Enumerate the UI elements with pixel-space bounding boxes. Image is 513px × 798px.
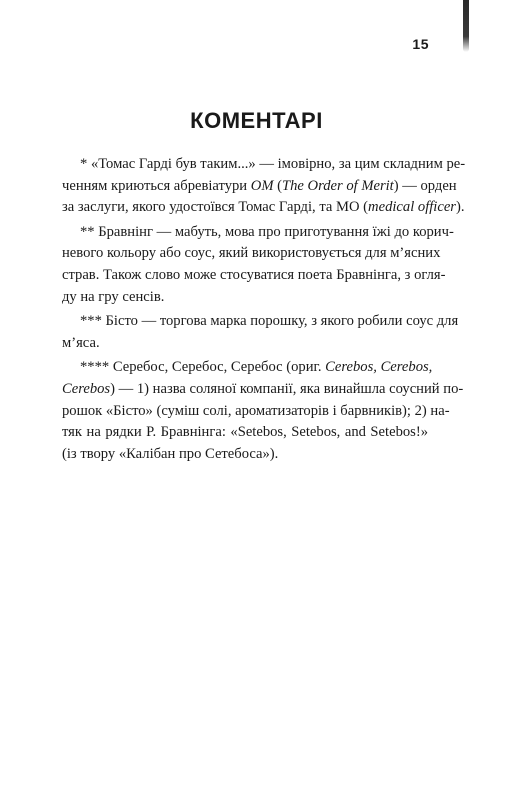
comment-line: страв. Також слово може стосуватися поета Бравнінга, з огля- (62, 266, 446, 283)
comment-line: тяк на рядки Р. Бравнінга: «Setebos, Setebos, and Setebos!» (62, 424, 428, 441)
comment-line: ченням криються абревіатури ОМ (The Order of Merit) — орден (62, 177, 457, 194)
italic-term: The Order of Merit (282, 177, 394, 194)
comment-note (62, 222, 454, 308)
comment-line: *** Бісто — торгова марка порошку, з якого робили соус для (80, 313, 459, 330)
comment-line: (із твору «Калібан про Сетебоса»). (62, 445, 279, 462)
comment-line: за заслуги, якого удостоївся Томас Гарді, та МО (medical officer). (62, 199, 465, 216)
comment-line: ** Бравнінг — мабуть, мова про приготування їжі до корич- (80, 223, 454, 240)
page-title: КОМЕНТАРІ (190, 108, 323, 133)
comment-line: ду на гру сенсів. (62, 288, 165, 305)
italic-term: Cerebos (62, 380, 111, 397)
comments-list (62, 154, 466, 468)
comment-line: невого кольору або соус, який використовується для м’ясних (62, 245, 441, 262)
comment-note (62, 311, 459, 354)
comment-line: * «Томас Гарді був таким...» — імовірно, за цим складним ре- (80, 156, 466, 172)
comment-note (62, 154, 466, 219)
comment-line: м’яса. (62, 334, 100, 351)
comment-note (62, 357, 464, 465)
comment-line: Cerebos) — 1) назва соляної компанії, яка винайшла соусний по- (62, 380, 464, 397)
page-number: 15 (412, 36, 429, 52)
page-edge-mark (463, 0, 469, 52)
italic-term: Cerebos, Cerebos, (325, 359, 433, 376)
italic-term: medical officer (368, 199, 456, 216)
comment-line: рошок «Бісто» (суміш солі, ароматизаторів і барвників); 2) на- (62, 402, 450, 419)
comment-line: **** Серебос, Серебос, Серебос (ориг. Cerebos, Cerebos, (80, 359, 433, 376)
italic-term: ОМ (250, 177, 274, 194)
